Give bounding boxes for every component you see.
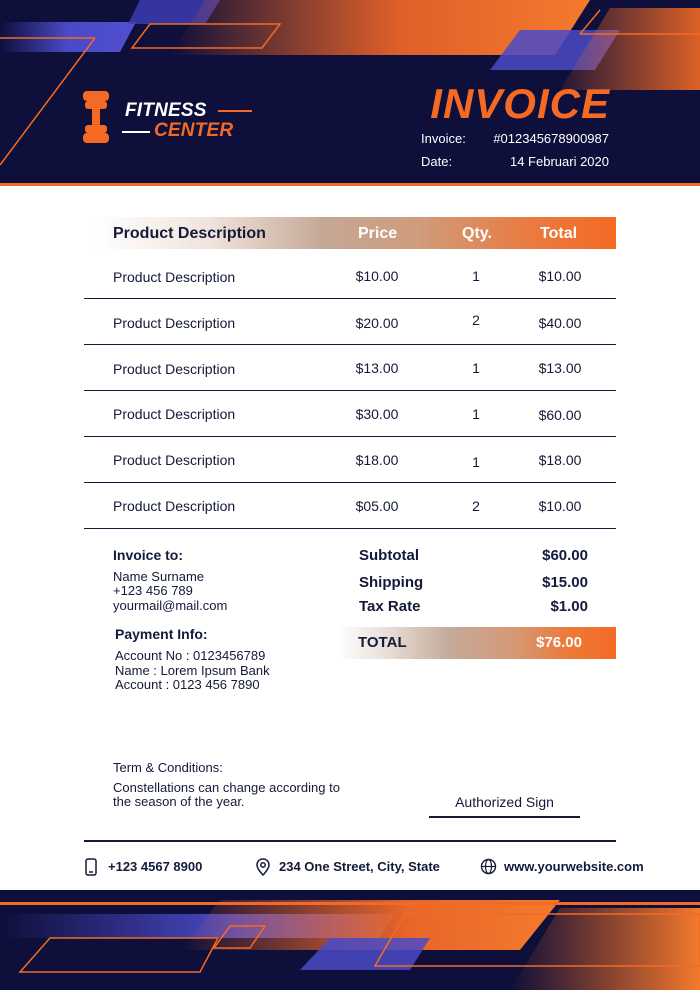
row-description: Product Description	[113, 498, 236, 514]
table-row	[84, 436, 616, 483]
subtotal-label: Subtotal	[359, 547, 419, 564]
orange-outline	[0, 38, 95, 165]
authorized-sign-label: Authorized Sign	[455, 794, 554, 810]
shipping-value: $15.00	[542, 574, 588, 591]
invoice-date-label: Date:	[421, 154, 453, 169]
row-total: $10.00	[538, 498, 582, 514]
row-description: Product Description	[113, 315, 236, 331]
contact-phone-text: +123 4567 8900	[108, 859, 203, 874]
table-header	[94, 217, 616, 249]
column-header-price: Price	[358, 225, 398, 242]
tax-rate-label: Tax Rate	[359, 598, 421, 615]
brand-logo	[82, 88, 262, 152]
column-header-description: Product Description	[113, 225, 266, 242]
footer-banner	[0, 890, 700, 990]
invoice-number-label: Invoice:	[421, 131, 466, 146]
row-description: Product Description	[113, 406, 236, 422]
row-price: $05.00	[355, 498, 399, 514]
invoice-title: INVOICE	[430, 80, 610, 127]
invoice-to-name: Name Surname	[113, 569, 205, 584]
column-header-qty: Qty.	[462, 225, 492, 242]
header-accent-line	[0, 183, 700, 186]
dumbbell-icon	[82, 88, 112, 152]
contact-address	[255, 858, 445, 876]
contact-website	[480, 858, 645, 876]
invoice-number-value: #012345678900987	[493, 131, 609, 146]
row-total: $18.00	[538, 452, 582, 468]
payment-info-title: Payment Info:	[115, 626, 208, 642]
contact-address-text: 234 One Street, City, State	[279, 859, 440, 874]
globe-icon	[480, 858, 497, 876]
invoice-to-email: yourmail@mail.com	[113, 598, 228, 613]
row-price: $13.00	[355, 360, 399, 376]
payment-bank-name: Name : Lorem Ipsum Bank	[115, 663, 270, 678]
location-pin-icon	[255, 858, 271, 876]
table-row	[84, 252, 616, 299]
signature-line	[429, 816, 580, 818]
column-header-total: Total	[540, 225, 578, 242]
terms-title: Term & Conditions:	[113, 760, 223, 775]
brand-rule	[122, 131, 150, 133]
row-price: $30.00	[355, 406, 399, 422]
row-total: $60.00	[538, 407, 582, 423]
total-value: $76.00	[536, 634, 582, 651]
invoice-date-value: 14 Februari 2020	[509, 154, 609, 169]
row-price: $10.00	[355, 268, 399, 284]
row-qty: 2	[472, 312, 480, 328]
contact-phone	[84, 858, 214, 876]
contact-website-text: www.yourwebsite.com	[504, 859, 644, 874]
row-total: $10.00	[538, 268, 582, 284]
invoice-to-title: Invoice to:	[113, 547, 184, 563]
row-total: $13.00	[538, 360, 582, 376]
table-row	[84, 390, 616, 437]
table-row	[84, 344, 616, 391]
terms-line: Constellations can change according to	[113, 780, 340, 795]
phone-icon	[84, 858, 98, 876]
table-row	[84, 298, 616, 345]
row-description: Product Description	[113, 269, 236, 285]
row-total: $40.00	[538, 315, 582, 331]
total-bar	[338, 627, 616, 659]
row-qty: 1	[472, 268, 480, 284]
row-qty: 1	[472, 360, 480, 376]
purple-stripe	[0, 22, 136, 52]
table-row	[84, 482, 616, 529]
total-label: TOTAL	[358, 634, 407, 651]
terms-line: the season of the year.	[113, 794, 245, 809]
payment-account-number: Account No : 0123456789	[115, 648, 266, 663]
row-price: $20.00	[355, 315, 399, 331]
header-banner	[0, 0, 700, 183]
row-description: Product Description	[113, 361, 236, 377]
invoice-to-phone: +123 456 789	[113, 583, 193, 598]
payment-account: Account : 0123 456 7890	[115, 677, 260, 692]
row-qty: 2	[472, 498, 480, 514]
tax-rate-value: $1.00	[550, 598, 588, 615]
shipping-label: Shipping	[359, 574, 424, 591]
brand-name-line1: FITNESS	[125, 100, 207, 121]
brand-name-line2: CENTER	[154, 120, 234, 141]
footer-decoration	[0, 890, 700, 990]
subtotal-value: $60.00	[542, 547, 588, 564]
footer-divider	[84, 840, 616, 842]
row-qty: 1	[472, 406, 480, 422]
brand-rule	[218, 110, 252, 112]
row-price: $18.00	[355, 452, 399, 468]
row-qty: 1	[472, 454, 480, 470]
row-description: Product Description	[113, 452, 236, 468]
footer-accent-line	[0, 902, 700, 905]
